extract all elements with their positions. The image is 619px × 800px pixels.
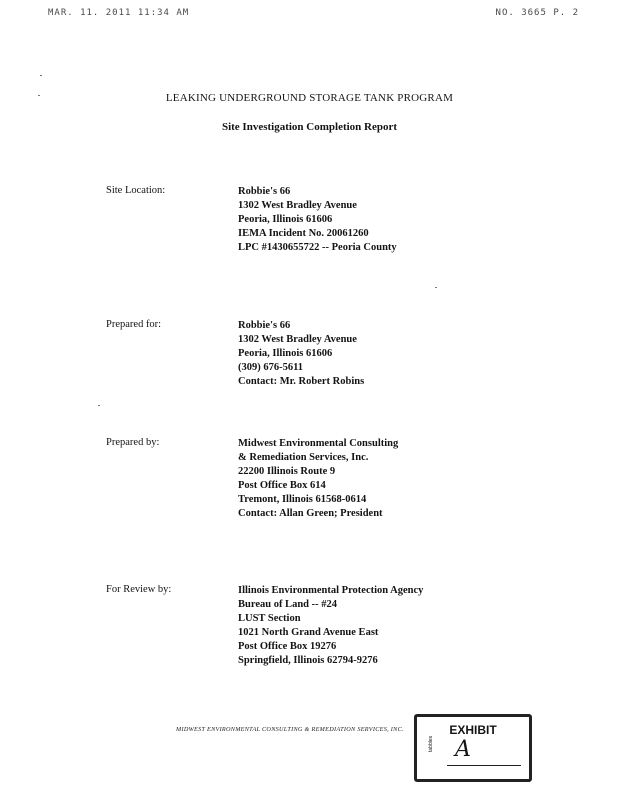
document-subtitle: Site Investigation Completion Report: [221, 121, 398, 133]
address-line: LUST Section: [238, 613, 301, 624]
phone-number: (309) 676-5611: [238, 362, 304, 373]
scan-speck: [40, 75, 42, 76]
address-line: 1302 West Bradley Avenue: [238, 200, 357, 211]
site-location-lines: [238, 185, 578, 255]
prepared-for-lines: [238, 319, 578, 389]
fax-page-number: NO. 3665 P. 2: [495, 8, 579, 18]
for-review-by-lines: [238, 584, 578, 668]
agency-name: Illinois Environmental Protection Agency: [238, 585, 424, 596]
contact-line: Contact: Mr. Robert Robins: [238, 376, 365, 387]
exhibit-stamp-title: EXHIBIT: [449, 723, 497, 737]
address-line: 1302 West Bradley Avenue: [238, 334, 357, 345]
address-line: Bureau of Land -- #24: [238, 599, 337, 610]
address-line: Peoria, Illinois 61606: [238, 348, 333, 359]
address-line: Springfield, Illinois 62794-9276: [238, 655, 378, 666]
address-line: 1021 North Grand Avenue East: [238, 627, 379, 638]
company-footer: MIDWEST ENVIRONMENTAL CONSULTING & REMEDIATION SERVICES, INC.: [176, 726, 404, 733]
exhibit-stamp: [414, 714, 532, 782]
company-name: & Remediation Services, Inc.: [238, 452, 369, 463]
address-line: Post Office Box 614: [238, 480, 326, 491]
fax-header: [0, 8, 619, 24]
section-label: Prepared for:: [106, 319, 162, 330]
section-label: For Review by:: [106, 584, 172, 595]
scan-speck: [435, 287, 437, 288]
scan-speck: [98, 405, 100, 406]
prepared-by-lines: [238, 437, 578, 521]
fax-timestamp: MAR. 11. 2011 11:34 AM: [48, 8, 190, 18]
exhibit-stamp-side-text: tabbles: [428, 735, 434, 752]
address-line: Post Office Box 19276: [238, 641, 337, 652]
lpc-number: LPC #1430655722 -- Peoria County: [238, 242, 397, 253]
exhibit-letter: A: [455, 737, 471, 762]
contact-line: Contact: Allan Green; President: [238, 508, 383, 519]
exhibit-stamp-rule: [447, 765, 521, 766]
incident-number: IEMA Incident No. 20061260: [238, 228, 369, 239]
address-line: Tremont, Illinois 61568-0614: [238, 494, 367, 505]
document-title: LEAKING UNDERGROUND STORAGE TANK PROGRAM: [165, 92, 454, 104]
address-line: Robbie's 66: [238, 186, 291, 197]
address-line: Peoria, Illinois 61606: [238, 214, 333, 225]
address-line: Robbie's 66: [238, 320, 291, 331]
section-label: Prepared by:: [106, 437, 160, 448]
section-label: Site Location:: [106, 185, 166, 196]
address-line: 22200 Illinois Route 9: [238, 466, 336, 477]
company-name: Midwest Environmental Consulting: [238, 438, 399, 449]
